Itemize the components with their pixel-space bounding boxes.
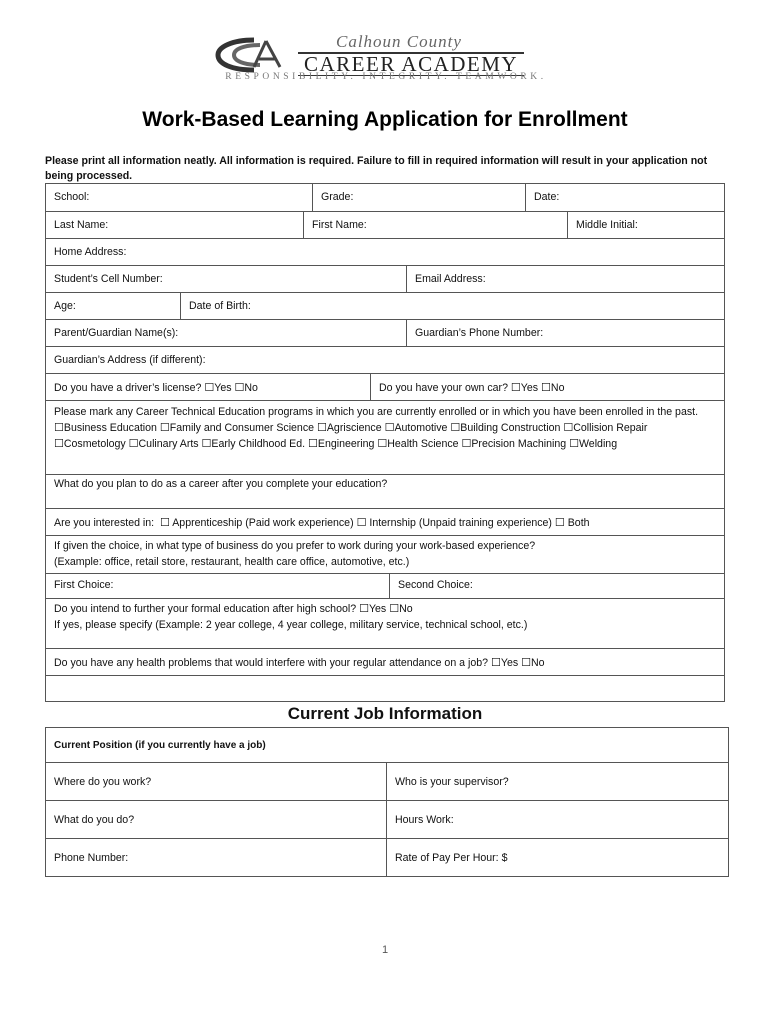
date-field[interactable]: Date: xyxy=(525,184,724,211)
automotive-label: Automotive xyxy=(394,422,448,434)
form-row-name xyxy=(46,211,724,238)
license-yes-checkbox[interactable] xyxy=(204,382,214,394)
welding-checkbox[interactable] xyxy=(569,438,579,450)
car-yes-label: Yes xyxy=(520,382,539,394)
form-row-guardian-address xyxy=(46,346,724,373)
car-question xyxy=(370,374,724,400)
form-row-career xyxy=(46,474,724,508)
email-field[interactable]: Email Address: xyxy=(406,266,724,292)
health-science-checkbox[interactable] xyxy=(377,438,387,450)
engineering-label: Engineering xyxy=(317,438,375,450)
job-row-phone xyxy=(46,838,728,876)
form-row-business-pref xyxy=(46,535,724,573)
health-details-field[interactable] xyxy=(46,676,724,701)
current-position-label: Current Position (if you currently have a job) xyxy=(54,739,266,751)
health-yes-label: Yes xyxy=(500,657,519,669)
where-work-field[interactable]: Where do you work? xyxy=(54,775,152,788)
form-row-contact xyxy=(46,265,724,292)
car-no-label: No xyxy=(550,382,565,394)
rate-field[interactable]: Rate of Pay Per Hour: $ xyxy=(386,839,728,876)
health-yes-checkbox[interactable] xyxy=(491,657,501,669)
agriscience-label: Agriscience xyxy=(326,422,382,434)
culinary-arts-label: Culinary Arts xyxy=(138,438,199,450)
apprenticeship-checkbox[interactable] xyxy=(160,517,170,529)
form-row-health xyxy=(46,648,724,675)
interest-question xyxy=(46,509,724,535)
hours-field[interactable]: Hours Work: xyxy=(386,801,728,838)
license-no-label: No xyxy=(244,382,258,394)
career-plan-field[interactable]: What do you plan to do as a career after you complete your education? xyxy=(54,478,388,490)
job-row-position xyxy=(46,728,728,762)
collision-repair-label: Collision Repair xyxy=(573,422,648,434)
business-education-label: Business Education xyxy=(63,422,157,434)
early-childhood-label: Early Childhood Ed. xyxy=(211,438,306,450)
business-pref-question: If given the choice, in what type of business do you prefer to work during your work-based experience? xyxy=(54,540,536,552)
grade-field[interactable]: Grade: xyxy=(312,184,525,211)
car-question-text: Do you have your own car? xyxy=(379,382,508,394)
job-row-where xyxy=(46,762,728,800)
license-no-checkbox[interactable] xyxy=(235,382,245,394)
form-row-school xyxy=(46,184,724,211)
form-row-health-details xyxy=(46,675,724,701)
form-row-transport xyxy=(46,373,724,400)
what-do-field[interactable]: What do you do? xyxy=(54,813,135,826)
cte-programs-block xyxy=(46,401,724,474)
dob-field[interactable]: Date of Birth: xyxy=(180,293,724,319)
family-consumer-checkbox[interactable] xyxy=(160,422,170,434)
guardian-address-field[interactable]: Guardian’s Address (if different): xyxy=(54,354,206,366)
form-row-cte-programs xyxy=(46,400,724,474)
phone-field[interactable]: Phone Number: xyxy=(54,851,129,864)
early-childhood-checkbox[interactable] xyxy=(202,438,212,450)
current-job-table xyxy=(45,727,729,877)
car-yes-checkbox[interactable] xyxy=(511,382,521,394)
further-ed-yes-checkbox[interactable] xyxy=(359,603,369,615)
license-yes-label: Yes xyxy=(214,382,232,394)
health-question-text: Do you have any health problems that would interfere with your regular attendance on a job? xyxy=(54,657,489,669)
apprenticeship-label: Apprenticeship (Paid work experience) xyxy=(172,517,354,529)
health-question xyxy=(46,649,724,675)
further-ed-no-checkbox[interactable] xyxy=(389,603,399,615)
interest-label: Are you interested in: xyxy=(54,517,155,529)
precision-machining-label: Precision Machining xyxy=(471,438,567,450)
collision-repair-checkbox[interactable] xyxy=(563,422,573,434)
form-row-age xyxy=(46,292,724,319)
cte-programs-line-1 xyxy=(54,420,716,436)
health-no-checkbox[interactable] xyxy=(521,657,531,669)
instructions: Please print all information neatly. All information is required. Failure to fill in required information will result in your application not being processed. xyxy=(45,155,708,182)
form-row-further-ed xyxy=(46,598,724,648)
form-row-address xyxy=(46,238,724,265)
page-title: Work-Based Learning Application for Enrollment xyxy=(142,108,628,131)
license-question xyxy=(46,374,370,400)
logo-county-text: Calhoun County xyxy=(336,32,462,51)
logo-swoosh-icon xyxy=(214,37,296,73)
business-pref-block xyxy=(46,536,724,573)
home-address-field[interactable]: Home Address: xyxy=(54,246,127,258)
job-row-duties xyxy=(46,800,728,838)
logo-name-text: CAREER ACADEMY xyxy=(298,52,524,76)
cosmetology-label: Cosmetology xyxy=(63,438,126,450)
school-field[interactable]: School: xyxy=(54,191,90,203)
further-ed-no-label: No xyxy=(399,603,413,615)
form-row-guardian xyxy=(46,319,724,346)
supervisor-field[interactable]: Who is your supervisor? xyxy=(386,763,728,800)
middle-initial-field[interactable]: Middle Initial: xyxy=(567,212,724,238)
car-no-checkbox[interactable] xyxy=(541,382,551,394)
internship-label: Internship (Unpaid training experience) xyxy=(369,517,552,529)
cell-number-field[interactable]: Student’s Cell Number: xyxy=(54,273,163,285)
further-ed-question: Do you intend to further your formal education after high school? xyxy=(54,603,357,615)
building-construction-checkbox[interactable] xyxy=(450,422,460,434)
both-checkbox[interactable] xyxy=(555,517,565,529)
further-ed-line xyxy=(54,601,716,617)
automotive-checkbox[interactable] xyxy=(385,422,395,434)
both-label: Both xyxy=(567,517,590,529)
guardian-phone-field[interactable]: Guardian’s Phone Number: xyxy=(406,320,724,346)
cte-programs-line-2 xyxy=(54,436,716,452)
building-construction-label: Building Construction xyxy=(460,422,561,434)
parent-names-field[interactable]: Parent/Guardian Name(s): xyxy=(54,327,179,339)
health-no-label: No xyxy=(530,657,545,669)
career-academy-logo xyxy=(186,32,586,88)
enrollment-form xyxy=(45,183,725,702)
form-row-choices xyxy=(46,573,724,598)
first-name-field[interactable]: First Name: xyxy=(303,212,567,238)
cosmetology-checkbox[interactable] xyxy=(54,438,64,450)
business-pref-example: (Example: office, retail store, restaurant, health care office, automotive, etc.) xyxy=(54,556,410,568)
health-science-label: Health Science xyxy=(387,438,459,450)
logo-tagline: RESPONSIBILITY. INTEGRITY. TEAMWORK. xyxy=(225,72,547,82)
page-number: 1 xyxy=(381,944,389,956)
internship-checkbox[interactable] xyxy=(357,517,367,529)
license-question-text: Do you have a driver’s license? xyxy=(54,382,202,394)
agriscience-checkbox[interactable] xyxy=(317,422,327,434)
engineering-checkbox[interactable] xyxy=(308,438,318,450)
further-ed-yes-label: Yes xyxy=(368,603,387,615)
second-choice-field[interactable]: Second Choice: xyxy=(389,574,724,598)
further-ed-specify: If yes, please specify (Example: 2 year college, 4 year college, military service, technical school, etc.) xyxy=(54,619,528,631)
age-field[interactable]: Age: xyxy=(54,300,76,312)
cte-intro-text: Please mark any Career Technical Education programs in which you are currently enrolled or in which you have been enrolled in the past. xyxy=(54,406,699,418)
form-row-interest xyxy=(46,508,724,535)
business-education-checkbox[interactable] xyxy=(54,422,64,434)
first-choice-field[interactable]: First Choice: xyxy=(54,579,114,591)
current-job-title: Current Job Information xyxy=(287,704,483,723)
further-ed-block xyxy=(46,599,724,648)
welding-label: Welding xyxy=(579,438,618,450)
last-name-field[interactable]: Last Name: xyxy=(54,219,109,231)
precision-machining-checkbox[interactable] xyxy=(461,438,471,450)
culinary-arts-checkbox[interactable] xyxy=(129,438,139,450)
family-consumer-label: Family and Consumer Science xyxy=(169,422,315,434)
